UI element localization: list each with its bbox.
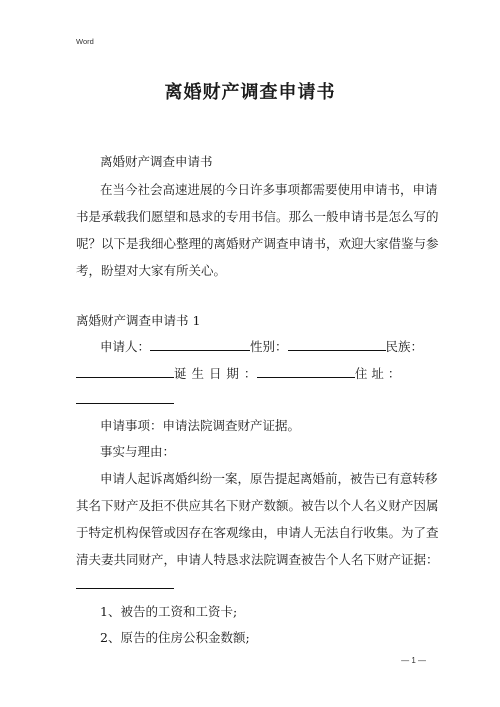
evidence-blank-row — [76, 576, 428, 592]
birth-date-label: 诞 生 日 期 ： — [174, 366, 257, 381]
intro-line-4: 考，盼望对大家有所关心。 — [76, 263, 227, 278]
birth-date-blank — [257, 365, 355, 378]
evidence-blank — [76, 576, 174, 589]
address-label: 住 址 ： — [354, 366, 401, 381]
ethnicity-label: 民族： — [385, 339, 424, 354]
address-blank — [76, 391, 174, 404]
section-heading: 离婚财产调查申请书 1 — [76, 313, 201, 328]
applicant-label: 申请人： — [100, 339, 151, 354]
gender-label: 性别： — [250, 339, 288, 354]
field-row-3 — [76, 391, 428, 407]
intro-line-2: 书是承载我们愿望和恳求的专用书信。那么一般申请书是怎么写的 — [76, 209, 439, 224]
applicant-blank — [150, 338, 250, 351]
document-title: 离婚财产调查申请书 — [164, 82, 336, 103]
intro-line-3: 呢？以下是我细心整理的离婚财产调查申请书，欢迎大家借鉴与参 — [76, 236, 439, 251]
document-subtitle: 离婚财产调查申请书 — [100, 154, 213, 169]
application-matter: 申请事项：申请法院调查财产证据。 — [100, 418, 301, 433]
ethnicity-blank — [76, 365, 174, 378]
facts-line-1: 申请人起诉离婚纠纷一案，原告提起离婚前，被告已有意转移 — [100, 471, 438, 486]
facts-line-3: 于特定机构保管或因存在客观缘由，申请人无法自行收集。为了查 — [76, 525, 439, 540]
intro-line-1: 在当今社会高速进展的今日许多事项都需要使用申请书，申请 — [100, 182, 438, 197]
list-item: 2、原告的住房公积金数额; — [100, 630, 250, 645]
facts-heading: 事实与理由： — [100, 444, 176, 459]
facts-line-4: 清夫妻共同财产，申请人特恳求法院调查被告个人名下财产证据： — [76, 552, 439, 567]
facts-line-2: 其名下财产及拒不供应其名下财产数额。被告以个人名义财产因属 — [76, 498, 439, 513]
field-row-2 — [76, 364, 428, 382]
list-item: 1、被告的工资和工资卡; — [100, 604, 238, 619]
header-app-label: Word — [76, 37, 94, 46]
gender-blank — [288, 338, 386, 351]
page-number: — 1 — — [401, 656, 426, 665]
field-row-1 — [76, 337, 428, 355]
